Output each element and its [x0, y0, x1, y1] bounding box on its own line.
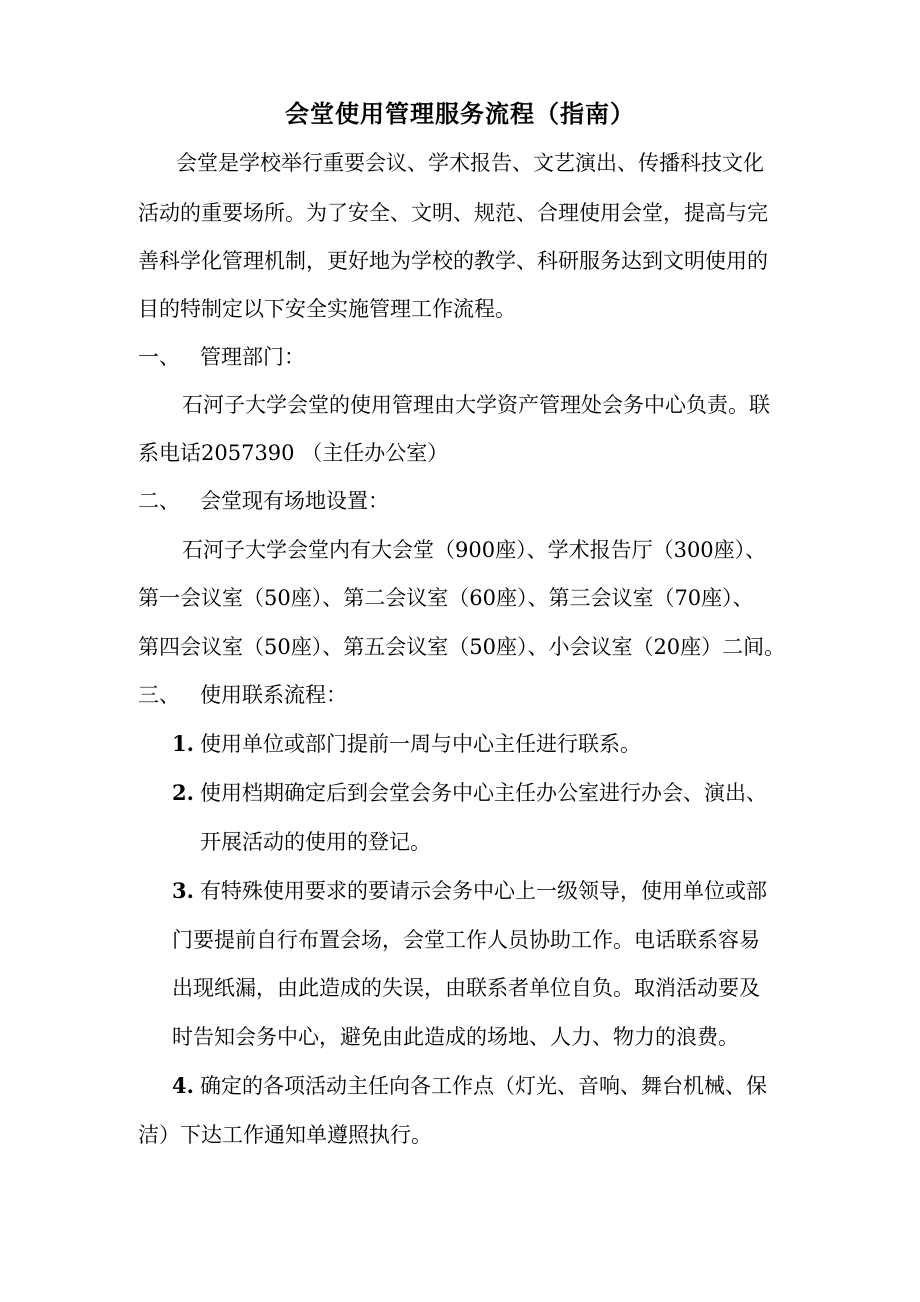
section-2-line: 第一会议室（50座）、第二会议室（60座）、第三会议室（70座）、 — [138, 586, 754, 610]
step-3-line: 出现纸漏，由此造成的失误，由联系者单位自负。取消活动要及 — [172, 976, 760, 1000]
document-title: 会堂使用管理服务流程（指南） — [285, 99, 635, 128]
step-3-number: 3. — [172, 878, 194, 903]
section-3-marker: 三、 — [138, 683, 180, 707]
section-3-heading: 使用联系流程： — [200, 683, 347, 707]
intro-line: 活动的重要场所。为了安全、文明、规范、合理使用会堂，提高与完 — [138, 201, 768, 225]
intro-line: 善科学化管理机制，更好地为学校的教学、科研服务达到文明使用的 — [138, 249, 768, 273]
section-2-heading: 会堂现有场地设置： — [200, 489, 389, 513]
section-1-line: 系电话2057390 （主任办公室） — [138, 441, 449, 465]
step-2-line: 使用档期确定后到会堂会务中心主任办公室进行办会、演出、 — [200, 781, 767, 805]
step-1-line: 使用单位或部门提前一周与中心主任进行联系。 — [200, 732, 641, 756]
section-2-line: 石河子大学会堂内有大会堂（900座）、学术报告厅（300座）、 — [182, 538, 767, 562]
step-3-line: 有特殊使用要求的要请示会务中心上一级领导，使用单位或部 — [200, 879, 767, 903]
step-4-number: 4. — [172, 1073, 194, 1098]
intro-line: 会堂是学校举行重要会议、学术报告、文艺演出、传播科技文化 — [176, 151, 764, 175]
section-1-marker: 一、 — [138, 345, 180, 369]
step-3-line: 时告知会务中心，避免由此造成的场地、人力、物力的浪费。 — [172, 1025, 739, 1049]
step-1-number: 1. — [172, 731, 194, 756]
step-4-line: 洁）下达工作通知单遵照执行。 — [138, 1123, 432, 1147]
step-2-line: 开展活动的使用的登记。 — [200, 830, 431, 854]
step-4-line: 确定的各项活动主任向各工作点（灯光、音响、舞台机械、保 — [200, 1074, 767, 1098]
step-3-line: 门要提前自行布置会场，会堂工作人员协助工作。电话联系容易 — [172, 928, 760, 952]
section-1-heading: 管理部门： — [200, 345, 305, 369]
step-2-number: 2. — [172, 780, 194, 805]
intro-line: 目的特制定以下安全实施管理工作流程。 — [138, 297, 516, 321]
section-2-line: 第四会议室（50座）、第五会议室（50座）、小会议室（20座）二间。 — [138, 635, 786, 659]
section-2-marker: 二、 — [138, 489, 180, 513]
section-1-line: 石河子大学会堂的使用管理由大学资产管理处会务中心负责。联 — [182, 393, 770, 417]
